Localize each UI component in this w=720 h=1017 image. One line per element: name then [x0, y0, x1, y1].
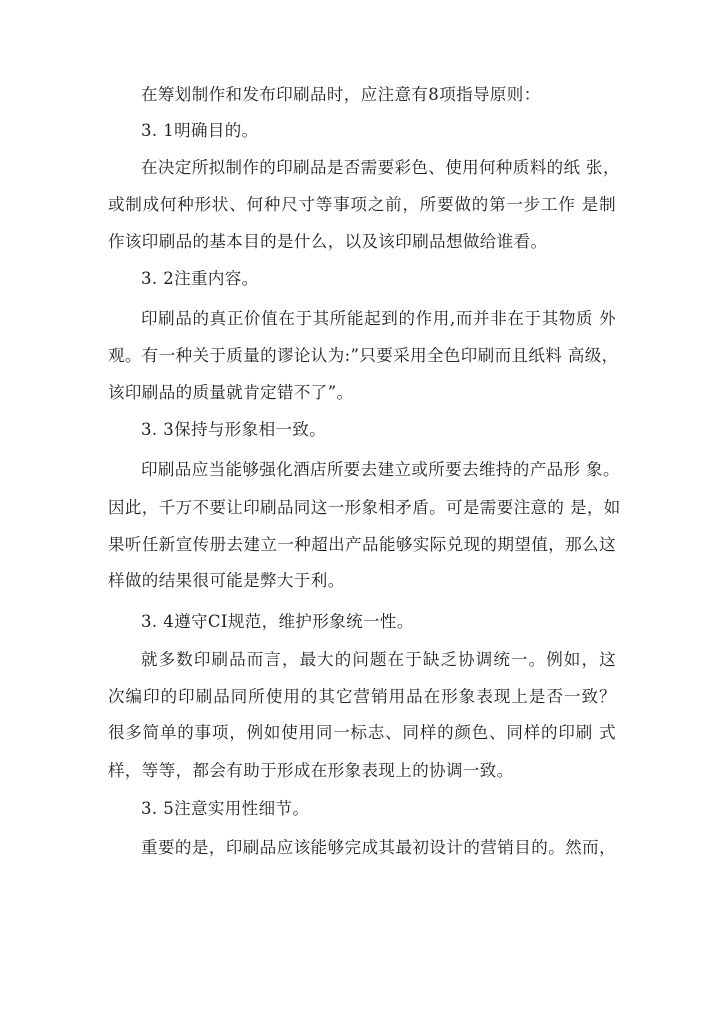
- paragraph-3-1-line-3: 作该印刷品的基本目的是什么，以及该印刷品想做给谁看。: [108, 232, 548, 251]
- paragraph-3-4-line-1: 就多数印刷品而言，最大的问题在于缺乏协调统一。例如，这: [141, 650, 616, 669]
- heading-3-1: 3. 1明确目的。: [141, 121, 259, 140]
- paragraph-3-4-line-2: 次编印的印刷品同所使用的其它营销用品在形象表现上是否一致？: [108, 687, 616, 706]
- paragraph-3-4-line-3: 很多简单的事项，例如使用同一标志、同样的颜色、同样的印刷 式: [108, 723, 616, 742]
- paragraph-3-4-line-4: 样，等等，都会有助于形成在形象表现上的协调一致。: [108, 761, 514, 780]
- heading-3-5: 3. 5注意实用性细节。: [141, 799, 310, 818]
- paragraph-3-3-line-3: 果听任新宣传册去建立一种超出产品能够实际兑现的期望值，那么这: [108, 535, 616, 554]
- paragraph-3-5-line-1: 重要的是，印刷品应该能够完成其最初设计的营销目的。然而，: [141, 838, 616, 857]
- paragraph-3-2-line-2: 观。有一种关于质量的谬论认为:”只要采用全色印刷而且纸料 高级，: [108, 346, 619, 365]
- paragraph-3-3-line-2: 因此，千万不要让印刷品同这一形象相矛盾。可是需要注意的 是，如: [108, 498, 621, 517]
- heading-3-3: 3. 3保持与形象相一致。: [141, 420, 327, 439]
- paragraph-3-2-line-1: 印刷品的真正价值在于其所能起到的作用,而并非在于其物质 外: [141, 309, 616, 328]
- intro-line: 在筹划制作和发布印刷品时，应注意有8项指导原则：: [141, 85, 541, 104]
- paragraph-3-1-line-2: 或制成何种形状、何种尺寸等事项之前，所要做的第一步工作 是制: [108, 195, 616, 214]
- paragraph-3-1-line-1: 在决定所拟制作的印刷品是否需要彩色、使用何种质料的纸 张，: [141, 158, 620, 177]
- heading-3-4: 3. 4遵守CI规范，维护形象统一性。: [141, 612, 414, 631]
- paragraph-3-3-line-1: 印刷品应当能够强化酒店所要去建立或所要去维持的产品形 象。: [141, 460, 620, 479]
- heading-3-2: 3. 2注重内容。: [141, 269, 259, 288]
- paragraph-3-3-line-4: 样做的结果很可能是弊大于利。: [108, 571, 345, 590]
- paragraph-3-2-line-3: 该印刷品的质量就肯定错不了”。: [108, 383, 354, 402]
